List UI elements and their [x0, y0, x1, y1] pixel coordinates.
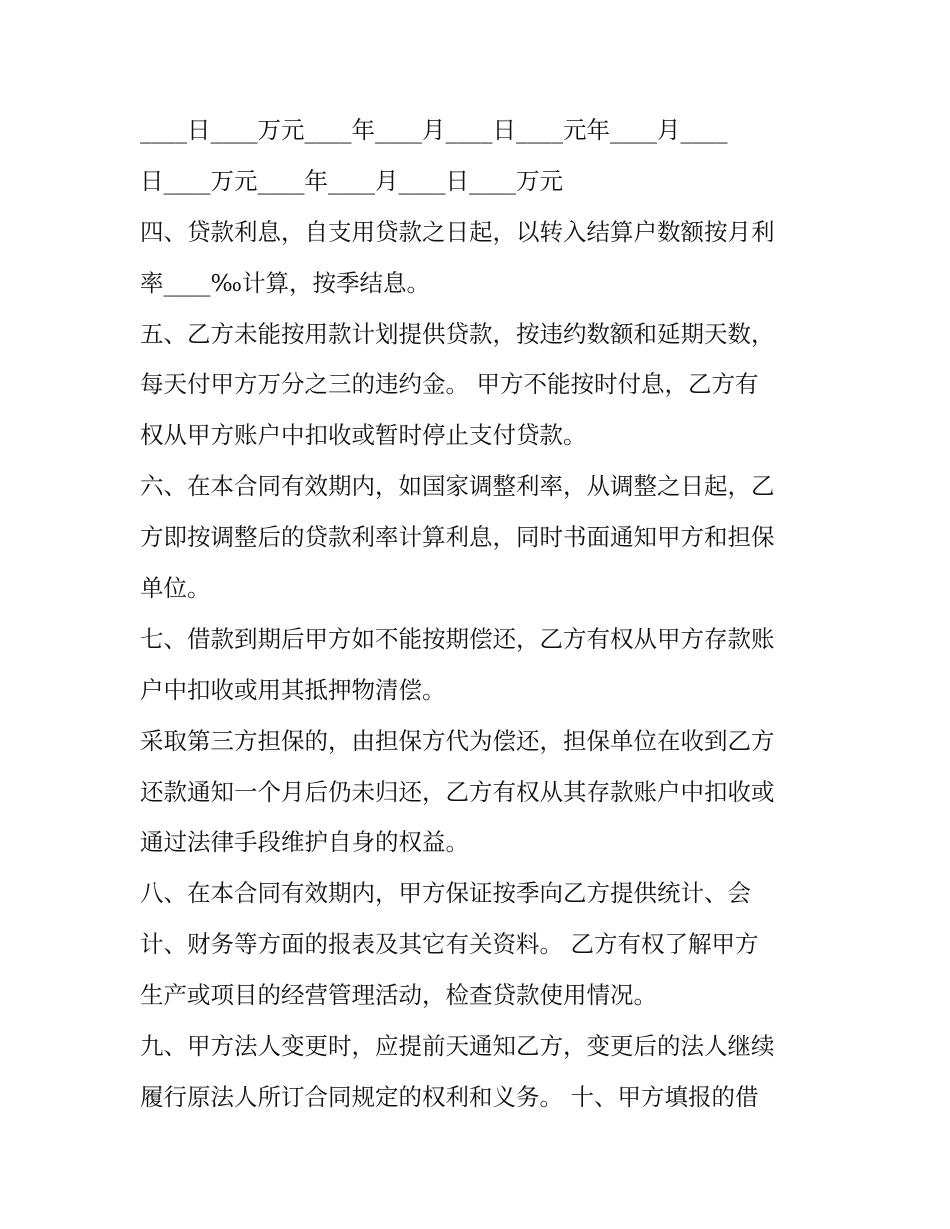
text-line: 生产或项目的经营管理活动，检查贷款使用情况。	[140, 981, 657, 1010]
text-line: 六、在本合同有效期内，如国家调整利率，从调整之日起，乙	[140, 472, 775, 501]
text-line: 计、财务等方面的报表及其它有关资料。 乙方有权了解甲方	[140, 930, 759, 959]
text-line: 率____‰计算，按季结息。	[140, 268, 431, 297]
text-line: ____日____万元____年____月____日____元年____月____	[140, 116, 728, 144]
text-line: 方即按调整后的贷款利率计算利息，同时书面通知甲方和担保	[140, 523, 775, 552]
contract-text	[140, 105, 820, 1123]
text-line: 四、贷款利息，自支用贷款之日起，以转入结算户数额按月利	[140, 217, 775, 246]
text-line: 日____万元____年____月____日____万元	[140, 166, 563, 195]
text-line: 履行原法人所订合同规定的权利和义务。 十、甲方填报的借	[140, 1082, 759, 1111]
text-line: 单位。	[140, 574, 211, 603]
text-line: 通过法律手段维护自身的权益。	[140, 828, 469, 857]
text-line: 八、在本合同有效期内，甲方保证按季向乙方提供统计、会	[140, 879, 751, 908]
text-line: 九、甲方法人变更时，应提前天通知乙方，变更后的法人继续	[140, 1032, 775, 1061]
text-line: 七、借款到期后甲方如不能按期偿还，乙方有权从甲方存款账	[140, 624, 775, 653]
text-line: 每天付甲方万分之三的违约金。 甲方不能按时付息，乙方有	[140, 370, 759, 399]
text-line: 权从甲方账户中扣收或暂时停止支付贷款。	[140, 421, 587, 450]
text-line: 五、乙方未能按用款计划提供贷款，按违约数额和延期天数，	[140, 319, 775, 348]
text-line: 还款通知一个月后仍未归还，乙方有权从其存款账户中扣收或	[140, 777, 775, 806]
text-line: 采取第三方担保的，由担保方代为偿还，担保单位在收到乙方	[140, 726, 775, 755]
text-line: 户中扣收或用其抵押物清偿。	[140, 675, 446, 704]
